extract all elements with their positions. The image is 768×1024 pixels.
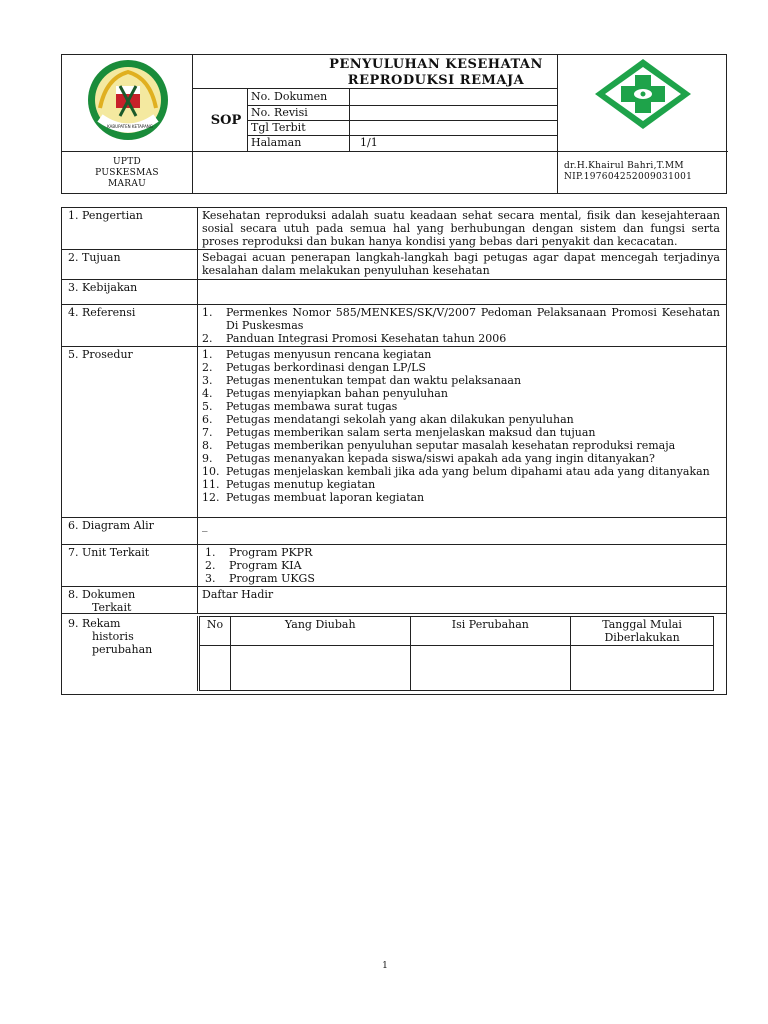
col-header-yang-diubah: Yang Diubah — [230, 617, 410, 646]
label-kebijakan: 3. Kebijakan — [68, 281, 138, 294]
row-rekam — [62, 616, 726, 691]
doc-title-line2: REPRODUKSI REMAJA — [347, 73, 525, 88]
content-tujuan: Sebagai acuan penerapan langkah-langkah bagi petugas agar dapat mencegah terjadinya kesalahan dalam melakukan penyuluhan kesehatan — [197, 250, 726, 279]
row-kebijakan — [62, 280, 726, 305]
meta-label-revisi: No. Revisi — [251, 106, 308, 119]
doc-title-line1: PENYULUHAN KESEHATAN — [329, 57, 543, 72]
signer-nip: NIP.197604252009031001 — [564, 172, 693, 182]
list-item: 12. Petugas membuat laporan kegiatan — [202, 491, 425, 504]
list-item: 3. Petugas menentukan tempat dan waktu pelaksanaan — [202, 374, 522, 387]
col-header-isi-perubahan: Isi Perubahan — [410, 617, 571, 646]
list-item: 3. Program UKGS — [205, 572, 315, 585]
logo-caption: KABUPATEN KETAPANG — [107, 124, 153, 129]
content-rekam — [197, 616, 726, 691]
label-dokumen-line2: Terkait — [92, 601, 132, 614]
row-tujuan — [62, 250, 726, 280]
table-row — [200, 617, 714, 646]
content-prosedur — [197, 347, 726, 517]
meta-value-halaman: 1/1 — [360, 136, 378, 149]
label-rekam-line2: historis — [92, 630, 134, 643]
list-item: 11. Petugas menutup kegiatan — [202, 478, 376, 491]
regency-logo — [86, 58, 170, 142]
org-line3: MARAU — [107, 179, 147, 189]
content-dokumen: Daftar Hadir — [197, 587, 726, 613]
label-referensi: 4. Referensi — [68, 306, 136, 319]
list-item: 1. Program PKPR — [205, 546, 313, 559]
content-kebijakan — [197, 280, 726, 304]
table-row — [200, 646, 714, 691]
label-rekam — [68, 617, 188, 656]
list-item: 5. Petugas membawa surat tugas — [202, 400, 398, 413]
list-item: 2. Petugas berkordinasi dengan LP/LS — [202, 361, 426, 374]
row-unit — [62, 545, 726, 587]
content-pengertian: Kesehatan reproduksi adalah suatu keadaan sehat secara mental, fisik dan kesejahteraan sosial secara utuh pada semua hal yang berhubungan dengan sistem dan fungsi serta proses reproduksi dan bukan hanya kondisi yang bebas dari penyakit dan kecacatan. — [197, 208, 726, 249]
meta-label-dokumen: No. Dokumen — [251, 90, 328, 103]
table-cell — [571, 646, 714, 691]
col-header-no: No — [200, 617, 231, 646]
sop-body-table — [61, 207, 727, 695]
label-dokumen-line1: 8. Dokumen — [68, 588, 136, 601]
meta-label-halaman: Halaman — [251, 136, 302, 149]
row-prosedur — [62, 347, 726, 518]
list-item: 8. Petugas memberikan penyuluhan seputar masalah kesehatan reproduksi remaja — [202, 439, 676, 452]
label-unit: 7. Unit Terkait — [68, 546, 150, 559]
list-item: 10. Petugas menjelaskan kembali jika ada yang belum dipahami atau ada yang ditanyakan — [202, 465, 710, 478]
sop-label: SOP — [210, 113, 242, 128]
puskesmas-logo — [593, 57, 693, 131]
list-item: 4. Petugas menyiapkan bahan penyuluhan — [202, 387, 448, 400]
label-rekam-line3: perubahan — [92, 643, 153, 656]
header-box — [61, 54, 727, 194]
content-diagram: _ — [197, 518, 726, 544]
list-item: 2. Panduan Integrasi Promosi Kesehatan tahun 2006 — [202, 332, 507, 345]
label-dokumen — [68, 588, 188, 614]
divider — [192, 55, 193, 193]
page-number: 1 — [382, 961, 388, 971]
list-item: 7. Petugas memberikan salam serta menjelaskan maksud dan tujuan — [202, 426, 596, 439]
list-item: 1. Permenkes Nomor 585/MENKES/SK/V/2007 Pedoman Pelaksanaan Promosi Kesehatan Di Puskesmas — [202, 306, 720, 332]
org-line1: UPTD — [112, 157, 142, 167]
table-cell — [230, 646, 410, 691]
label-diagram: 6. Diagram Alir — [68, 519, 154, 532]
revision-history-table — [199, 616, 714, 691]
table-cell — [200, 646, 231, 691]
list-item: 1. Petugas menyusun rencana kegiatan — [202, 348, 432, 361]
content-unit — [197, 545, 726, 586]
label-prosedur: 5. Prosedur — [68, 348, 133, 361]
meta-label-terbit: Tgl Terbit — [251, 121, 306, 134]
label-pengertian: 1. Pengertian — [68, 209, 143, 222]
org-line2: PUSKESMAS — [95, 168, 159, 178]
signer-name: dr.H.Khairul Bahri,T.MM — [564, 161, 684, 171]
content-referensi — [197, 305, 726, 346]
org-name — [62, 157, 192, 190]
divider — [62, 151, 728, 152]
row-diagram — [62, 518, 726, 545]
table-cell — [410, 646, 571, 691]
label-tujuan: 2. Tujuan — [68, 251, 121, 264]
row-dokumen — [62, 587, 726, 614]
list-item: 2. Program KIA — [205, 559, 302, 572]
row-referensi — [62, 305, 726, 347]
row-pengertian — [62, 208, 726, 250]
list-item: 9. Petugas menanyakan kepada siswa/siswi apakah ada yang ingin ditanyakan? — [202, 452, 655, 465]
col-header-tanggal: Tanggal Mulai Diberlakukan — [571, 617, 714, 646]
label-rekam-line1: 9. Rekam — [68, 617, 121, 630]
list-item: 6. Petugas mendatangi sekolah yang akan dilakukan penyuluhan — [202, 413, 574, 426]
